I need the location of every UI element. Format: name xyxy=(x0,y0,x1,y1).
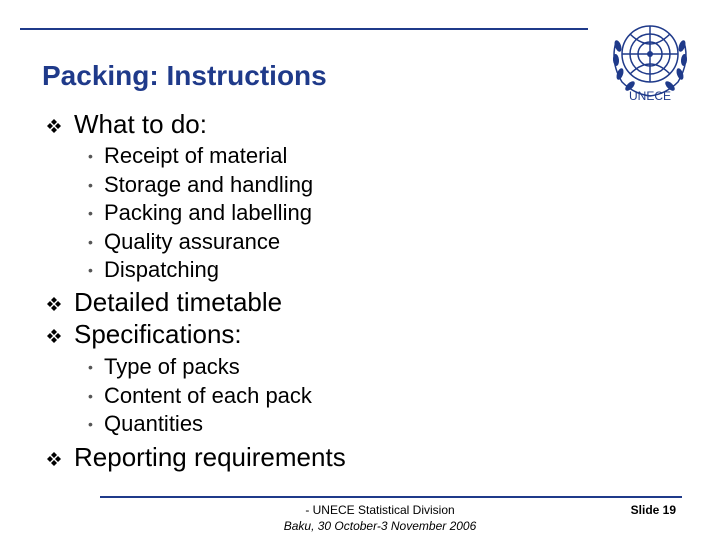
slide-title: Packing: Instructions xyxy=(42,60,327,91)
dot-bullet-icon: • xyxy=(88,234,93,250)
logo-label: UNECE xyxy=(628,89,671,103)
dot-bullet-icon: • xyxy=(88,262,93,278)
sub-bullet-label: Dispatching xyxy=(104,257,219,282)
sub-bullet-label: Content of each pack xyxy=(104,383,312,408)
sub-bullet-label: Quantities xyxy=(104,411,204,436)
bottom-rule xyxy=(100,496,682,498)
sub-bullet-label: Type of packs xyxy=(104,354,240,379)
dot-bullet-icon: • xyxy=(88,205,93,221)
top-rule xyxy=(20,28,588,30)
slide-number: Slide 19 xyxy=(630,503,676,517)
diamond-bullet-icon xyxy=(46,108,62,140)
dot-bullet-icon: • xyxy=(88,416,93,432)
sub-bullet-label: Quality assurance xyxy=(104,229,281,254)
bullet-label: Reporting requirements xyxy=(74,442,346,472)
diamond-bullet-icon xyxy=(46,318,62,350)
bullet-label: What to do: xyxy=(74,109,207,139)
footer xyxy=(270,502,490,534)
dot-bullet-icon: • xyxy=(88,148,93,164)
sub-bullet-label: Packing and labelling xyxy=(104,200,312,225)
diamond-bullet-icon xyxy=(46,286,62,318)
bullet-label: Specifications: xyxy=(74,319,242,349)
sub-bullet-label: Receipt of material xyxy=(104,143,288,168)
dot-bullet-icon: • xyxy=(88,388,93,404)
footer-event: Baku, 30 October-3 November 2006 xyxy=(283,519,477,533)
diamond-bullet-icon xyxy=(46,441,62,473)
dot-bullet-icon: • xyxy=(88,177,93,193)
footer-organization: - UNECE Statistical Division xyxy=(305,503,455,517)
sub-bullet-label: Storage and handling xyxy=(104,172,314,197)
dot-bullet-icon: • xyxy=(88,359,93,375)
bullet-label: Detailed timetable xyxy=(74,287,283,317)
